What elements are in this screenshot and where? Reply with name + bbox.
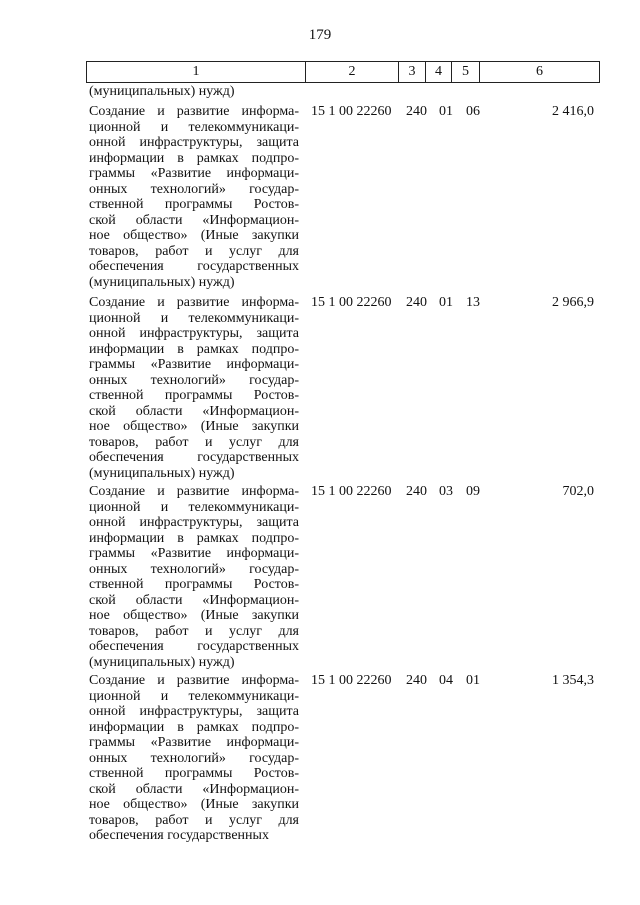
description-line: ской области «Информацион- [89, 403, 299, 419]
description-line: ственной программы Ростов- [89, 197, 299, 212]
description-line: Создание и развитие информа- [89, 104, 299, 119]
description-line: ственной программы Ростов- [89, 766, 299, 781]
target-article-code: 15 1 00 22260 [311, 484, 392, 499]
amount: 2 966,9 [552, 295, 594, 310]
description-line: онной инфраструктуры, защита [89, 704, 299, 719]
description-line: ное общество» (Иные закупки [89, 228, 299, 243]
section-code: 01 [439, 295, 453, 310]
description-line: ционной и телекоммуникаци- [89, 688, 299, 704]
column-header-4: 4 [426, 62, 452, 82]
expense-type: 240 [406, 104, 427, 119]
description-line: товаров, работ и услуг для [89, 812, 299, 828]
description-line: ской области «Информацион- [89, 592, 299, 608]
description-line: граммы «Развитие информаци- [89, 357, 299, 372]
column-header-5: 5 [452, 62, 480, 82]
column-header-1: 1 [87, 62, 306, 82]
description-line: ционной и телекоммуникаци- [89, 119, 299, 135]
amount: 1 354,3 [552, 673, 594, 688]
description-line: ской области «Информацион- [89, 212, 299, 228]
description-line: Создание и развитие информа- [89, 673, 299, 688]
column-header-2: 2 [306, 62, 399, 82]
description-line: товаров, работ и услуг для [89, 243, 299, 259]
description-line: обеспечения государственных [89, 639, 299, 654]
description-line: информации в рамках подпро- [89, 530, 299, 546]
row-description [89, 295, 299, 481]
description-line: ное общество» (Иные закупки [89, 419, 299, 434]
description-line: граммы «Развитие информаци- [89, 546, 299, 561]
amount: 2 416,0 [552, 104, 594, 119]
expense-type: 240 [406, 484, 427, 499]
description-line: обеспечения государственных [89, 450, 299, 465]
description-line: онных технологий» государ- [89, 561, 299, 577]
description-line: онных технологий» государ- [89, 372, 299, 388]
description-line: товаров, работ и услуг для [89, 623, 299, 639]
section-code: 01 [439, 104, 453, 119]
subsection-code: 06 [466, 104, 480, 119]
section-code: 04 [439, 673, 453, 688]
description-line: (муниципальных) нужд) [89, 274, 235, 290]
row-description [89, 673, 299, 844]
description-line: граммы «Развитие информаци- [89, 735, 299, 750]
subsection-code: 01 [466, 673, 480, 688]
row-description [89, 104, 299, 290]
description-line: онной инфраструктуры, защита [89, 326, 299, 341]
description-line: ской области «Информацион- [89, 781, 299, 797]
amount: 702,0 [562, 484, 594, 499]
target-article-code: 15 1 00 22260 [311, 295, 392, 310]
description-line: ственной программы Ростов- [89, 388, 299, 403]
description-line: информации в рамках подпро- [89, 150, 299, 166]
description-line: информации в рамках подпро- [89, 719, 299, 735]
subsection-code: 09 [466, 484, 480, 499]
description-line: Создание и развитие информа- [89, 484, 299, 499]
target-article-code: 15 1 00 22260 [311, 104, 392, 119]
continuation-text: (муниципальных) нужд) [89, 84, 235, 99]
description-line: онных технологий» государ- [89, 750, 299, 766]
description-line: обеспечения государственных [89, 828, 269, 843]
description-line: ционной и телекоммуникаци- [89, 499, 299, 515]
description-line: онной инфраструктуры, защита [89, 135, 299, 150]
description-line: обеспечения государственных [89, 259, 299, 274]
description-line: (муниципальных) нужд) [89, 465, 235, 481]
table-header [86, 61, 600, 83]
page-number: 179 [308, 27, 332, 43]
column-header-6: 6 [536, 64, 543, 79]
description-line: информации в рамках подпро- [89, 341, 299, 357]
expense-type: 240 [406, 673, 427, 688]
target-article-code: 15 1 00 22260 [311, 673, 392, 688]
description-line: ное общество» (Иные закупки [89, 797, 299, 812]
description-line: (муниципальных) нужд) [89, 654, 235, 670]
subsection-code: 13 [466, 295, 480, 310]
expense-type: 240 [406, 295, 427, 310]
description-line: Создание и развитие информа- [89, 295, 299, 310]
column-header-3: 3 [399, 62, 426, 82]
section-code: 03 [439, 484, 453, 499]
description-line: ное общество» (Иные закупки [89, 608, 299, 623]
description-line: товаров, работ и услуг для [89, 434, 299, 450]
description-line: ционной и телекоммуникаци- [89, 310, 299, 326]
description-line: онной инфраструктуры, защита [89, 515, 299, 530]
row-description [89, 484, 299, 670]
description-line: ственной программы Ростов- [89, 577, 299, 592]
description-line: онных технологий» государ- [89, 181, 299, 197]
description-line: граммы «Развитие информаци- [89, 166, 299, 181]
